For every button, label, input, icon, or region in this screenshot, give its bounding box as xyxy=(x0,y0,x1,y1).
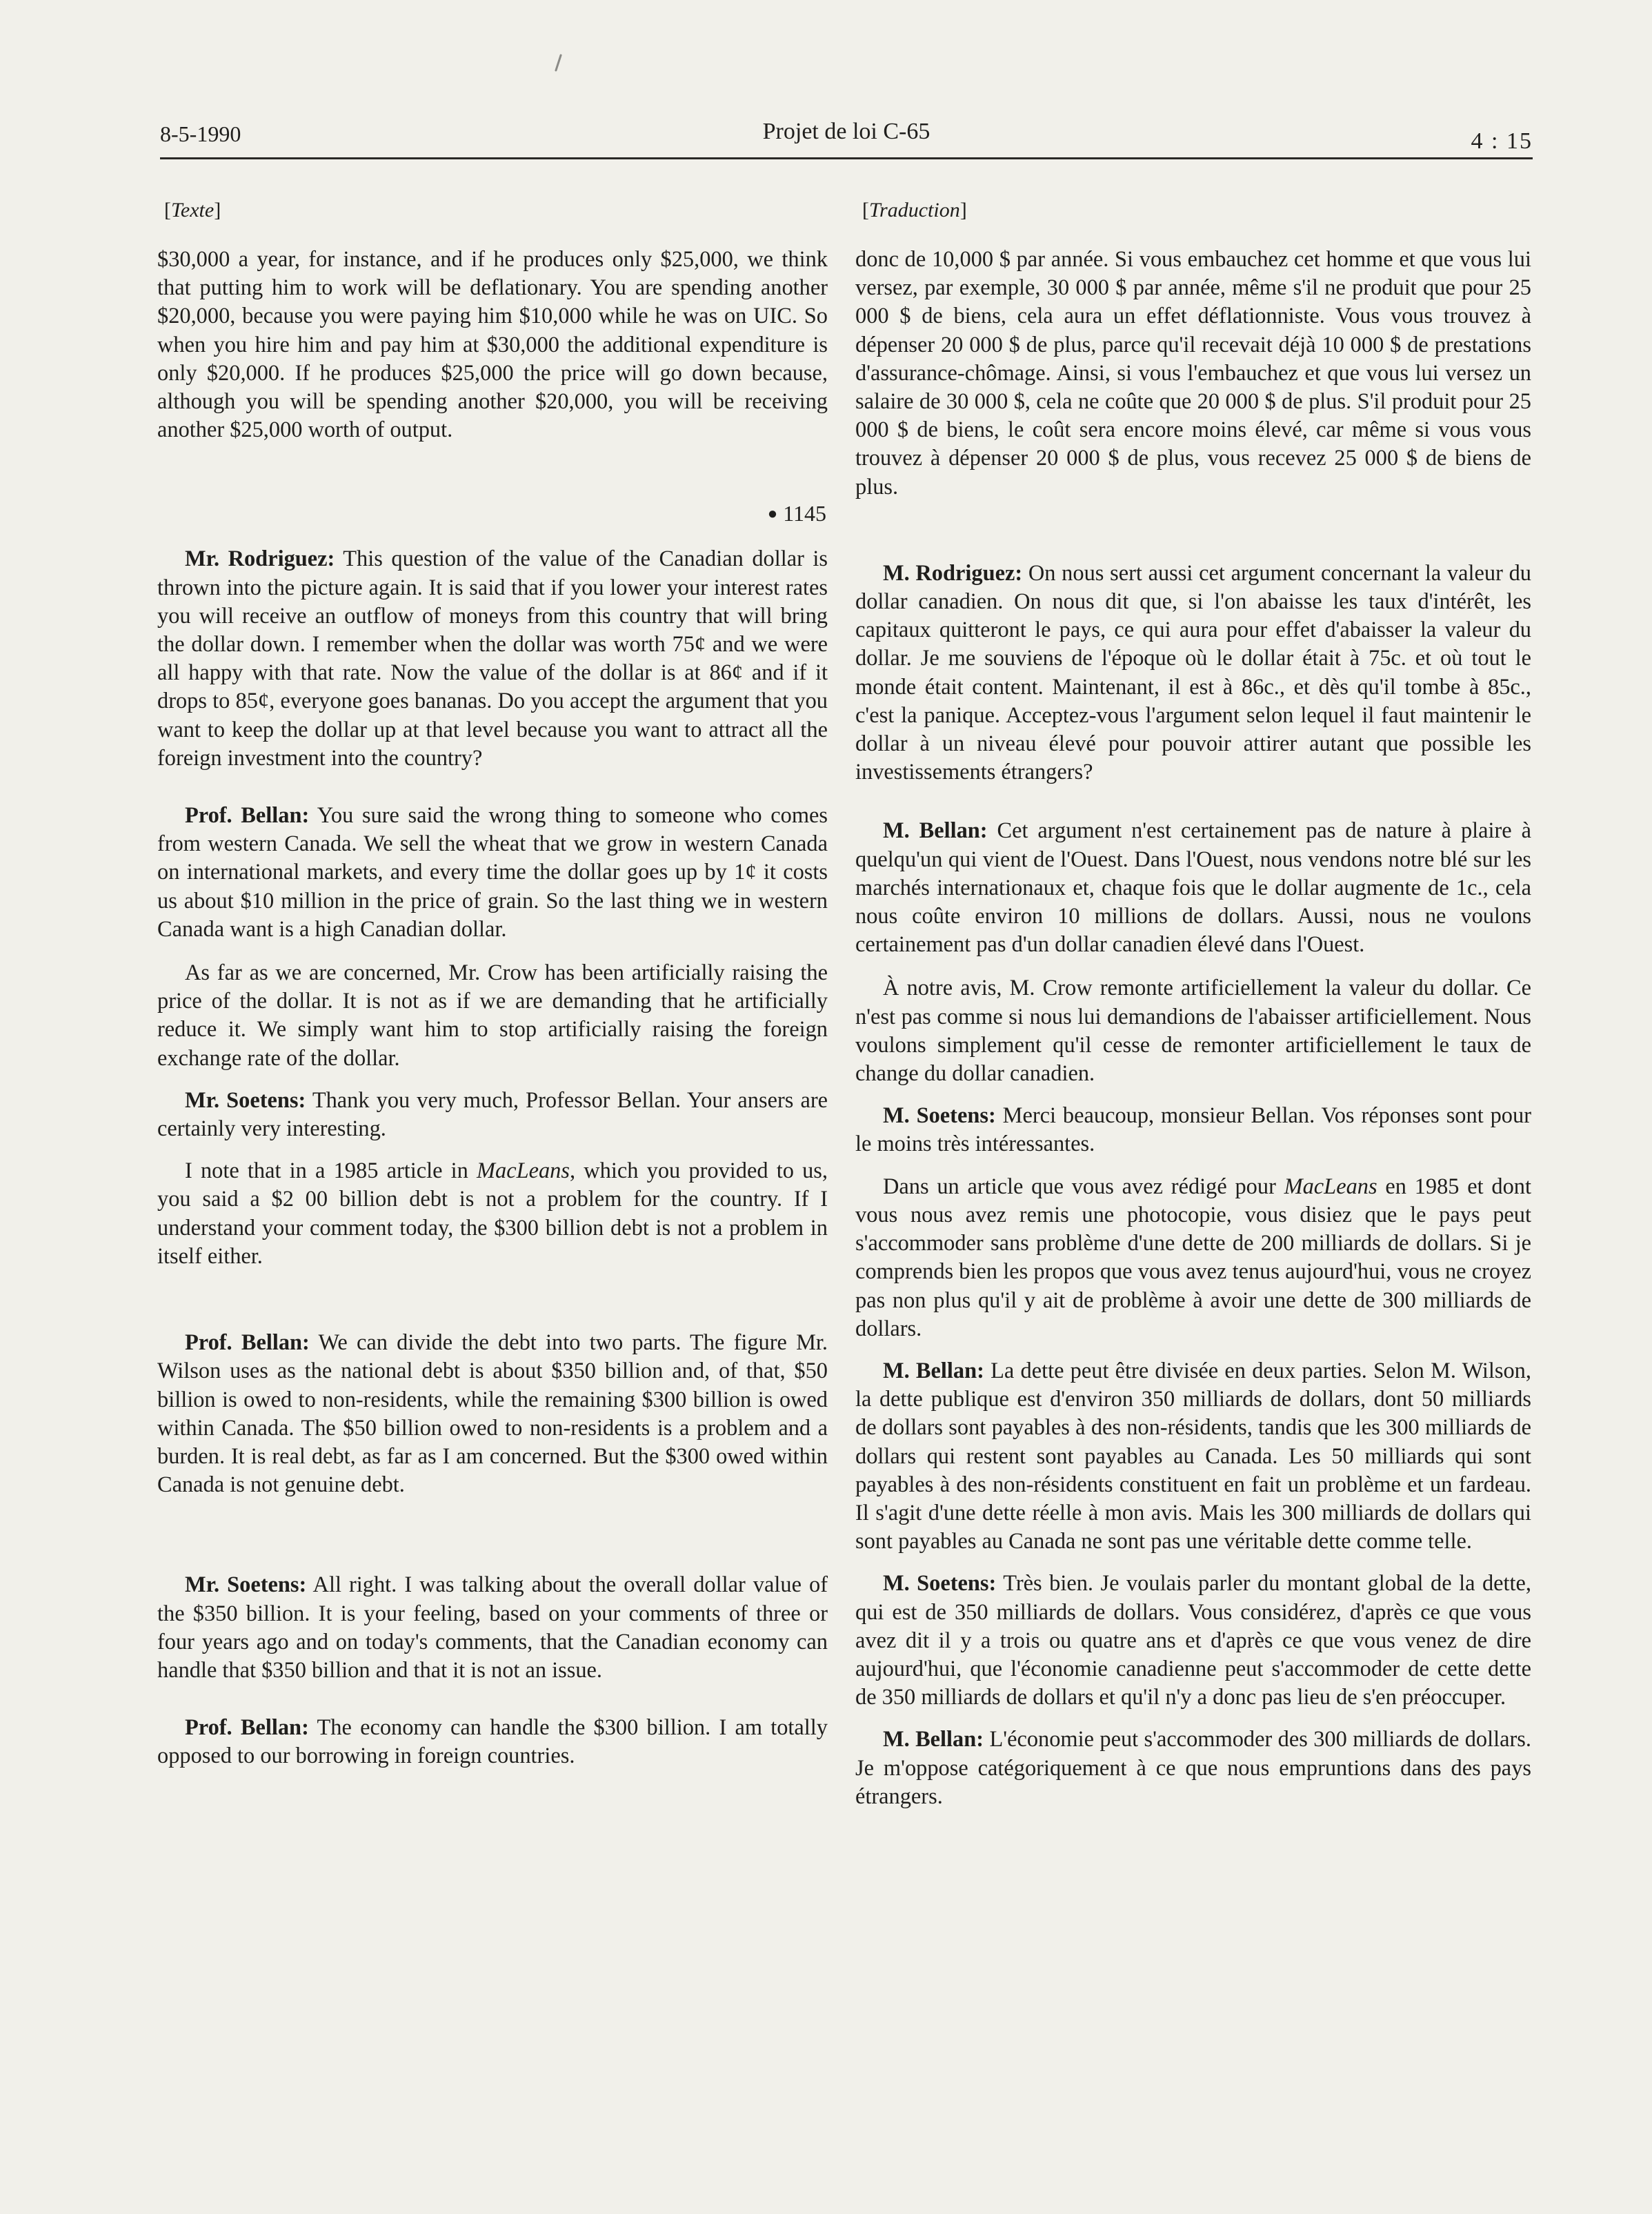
paragraph: Prof. Bellan: We can divide the debt into two parts. The figure Mr. Wilson uses as the national debt is about $350 billion and, of that, $50 billion is owed to non-residents, while the remaining $300 billion is owed within Canada. The $50 billion owed to non-residents is a problem and a burden. It is real debt, as far as I am concerned. But the $300 owed within Canada is not genuine debt. xyxy=(157,1330,828,1498)
speaker-name: M. Soetens: xyxy=(883,1103,996,1129)
speaker-name: M. Soetens: xyxy=(883,1571,997,1597)
header-date: 8-5-1990 xyxy=(160,121,241,146)
speaker-name: Mr. Rodriguez: xyxy=(185,546,335,572)
time-marker: ● 1145 xyxy=(767,501,826,526)
speaker-name: Prof. Bellan: xyxy=(185,1330,310,1356)
paragraph: Mr. Soetens: All right. I was talking about the overall dollar value of the $350 billion. It is your feeling, based on your comments of three or four years ago and on today's comments, that the Canadian economy can handle that $350 billion and that it is not an issue. xyxy=(157,1572,828,1683)
speaker-name: Mr. Soetens: xyxy=(185,1087,306,1113)
speaker-name: Prof. Bellan: xyxy=(185,803,310,829)
page-header xyxy=(160,116,1533,157)
paragraph: M. Bellan: La dette peut être divisée en deux parties. Selon M. Wilson, la dette publique est d'environ 350 milliards de dollars, dont 50 milliards de dollars sont payables à des non-résidents, tandis que les 300 milliards de dollars qui restent sont payables au Canada. Les 50 milliards qui sont payables à des non-résidents constituent en fait un problème et un fardeau. Il s'agit d'une dette réelle à mon avis. Mais les 300 milliards de dollars qui sont payables au Canada ne sont pas une véritable dette comme telle. xyxy=(855,1358,1531,1554)
pen-mark xyxy=(555,54,562,72)
speaker-name: M. Bellan: xyxy=(883,1358,984,1383)
speaker-name: M. Rodriguez: xyxy=(883,560,1023,586)
paragraph: M. Soetens: Merci beaucoup, monsieur Bellan. Vos réponses sont pour le moins très intéressantes. xyxy=(855,1103,1531,1157)
paragraph: As far as we are concerned, Mr. Crow has been artificially raising the price of the dollar. It is not as if we are demanding that he artificially reduce it. We simply want him to stop artificially raising the foreign exchange rate of the dollar. xyxy=(157,960,828,1071)
paragraph: I note that in a 1985 article in MacLeans, which you provided to us, you said a $2 00 billion debt is not a problem for the country. If I understand your comment today, the $300 billion debt is not a problem in itself either. xyxy=(157,1158,828,1269)
paragraph: M. Bellan: Cet argument n'est certainement pas de nature à plaire à quelqu'un qui vient de l'Ouest. Dans l'Ouest, nous vendons notre blé sur les marchés internationaux et, chaque fois que le dollar augmente de 1c., cela nous coûte environ 10 millions de dollars. Aussi, nous ne voulons certainement pas d'un dollar canadien élevé dans l'Ouest. xyxy=(855,818,1531,958)
speaker-name: M. Bellan: xyxy=(883,1727,984,1752)
paragraph: donc de 10,000 $ par année. Si vous embauchez cet homme et que vous lui versez, par exemple, 30 000 $ par année, même s'il ne produit que pour 25 000 $ de biens, cela aura un effet déflationniste. Vous vous trouvez à dépenser 20 000 $ de plus, parce qu'il recevait déjà 10 000 $ de prestations d'assurance-chômage. Ainsi, si vous l'embauchez et que vous lui versez un salaire de 30 000 $, cela ne coûte que 20 000 $ de plus. S'il produit pour 25 000 $ de biens, le coût sera encore moins élevé, car même si vous vous trouvez à dépenser 20 000 $ de plus, vous recevez 25 000 $ de biens de plus. xyxy=(855,247,1531,500)
column-label-traduction: [Traduction] xyxy=(862,199,967,221)
paragraph: À notre avis, M. Crow remonte artificiellement la valeur du dollar. Ce n'est pas comme si nous lui demandions de l'abaisser artificiellement. Nous voulons simplement qu'il cesse de remonter artificiellement le taux de change du dollar canadien. xyxy=(855,976,1531,1087)
speaker-name: Mr. Soetens: xyxy=(185,1572,307,1598)
english-column xyxy=(157,200,828,1771)
french-column xyxy=(855,200,1531,1811)
column-label-texte: [Texte] xyxy=(164,199,221,221)
paragraph: Prof. Bellan: You sure said the wrong thing to someone who comes from western Canada. We sell the wheat that we grow in western Canada on international markets, and every time the dollar goes up by 1¢ it costs us about $10 million in the price of grain. So the last thing we in western Canada want is a high Canadian dollar. xyxy=(157,803,828,942)
speaker-name: M. Bellan: xyxy=(883,818,988,844)
paragraph: Dans un article que vous avez rédigé pour MacLeans en 1985 et dont vous nous avez remis une photocopie, vous disiez que le pays peut s'accommoder sans problème d'une dette de 200 milliards de dollars. Si je comprends bien les propos que vous avez tenus aujourd'hui, vous ne croyez pas non plus qu'il y ait de problème à avoir une dette de 300 milliards de dollars. xyxy=(855,1174,1531,1341)
header-page-number: 4 : 15 xyxy=(1471,128,1533,154)
paragraph: M. Soetens: Très bien. Je voulais parler du montant global de la dette, qui est de 350 milliards de dollars. Vous considérez, d'après ce que vous avez dit il y a trois ou quatre ans et d'après ce que vous venez de dire aujourd'hui, que l'économie canadienne peut s'accommoder de cette dette de 350 milliards de dollars et qu'il n'y a donc pas lieu de s'en préoccuper. xyxy=(855,1571,1532,1710)
paragraph: $30,000 a year, for instance, and if he produces only $25,000, we think that putting him to work will be deflationary. You are spending another $20,000, because you were paying him $10,000 while he was on UIC. So when you hire him and pay him at $30,000 the additional expenditure is only $20,000. If he produces $25,000 the price will go down because, although you will be spending another $20,000, you will be receiving another $25,000 worth of output. xyxy=(157,247,828,443)
paragraph: M. Rodriguez: On nous sert aussi cet argument concernant la valeur du dollar canadien. On nous dit que, si l'on abaisse les taux d'intérêt, les capitaux quitteront le pays, ce qui aura pour effet d'abaisser la valeur du dollar. Je me souviens de l'époque où le dollar était à 75c. et où tout le monde était content. Maintenant, il est à 86c., et dès qu'il tombe à 85c., c'est la panique. Acceptez-vous l'argument selon lequel il faut maintenir le dollar à un niveau élevé pour pouvoir attirer autant que possible les investissements étrangers? xyxy=(855,560,1531,785)
paragraph: Prof. Bellan: The economy can handle the $300 billion. I am totally opposed to our borrowing in foreign countries. xyxy=(157,1715,828,1769)
header-rule xyxy=(160,157,1533,159)
paragraph: Mr. Soetens: Thank you very much, Professor Bellan. Your ansers are certainly very interesting. xyxy=(157,1087,828,1142)
speaker-name: Prof. Bellan: xyxy=(185,1715,309,1741)
header-title: Projet de loi C-65 xyxy=(762,119,931,144)
paragraph: M. Bellan: L'économie peut s'accommoder des 300 milliards de dollars. Je m'oppose catégoriquement à ce que nous empruntions dans des pays étrangers. xyxy=(855,1727,1531,1809)
paragraph: Mr. Rodriguez: This question of the value of the Canadian dollar is thrown into the picture again. It is said that if you lower your interest rates you will receive an outflow of moneys from this country that will bring the dollar down. I remember when the dollar was worth 75¢ and we were all happy with that rate. Now the value of the dollar is at 86¢ and if it drops to 85¢, everyone goes bananas. Do you accept the argument that you want to keep the dollar up at that level because you want to attract all the foreign investment into the country? xyxy=(157,546,828,771)
